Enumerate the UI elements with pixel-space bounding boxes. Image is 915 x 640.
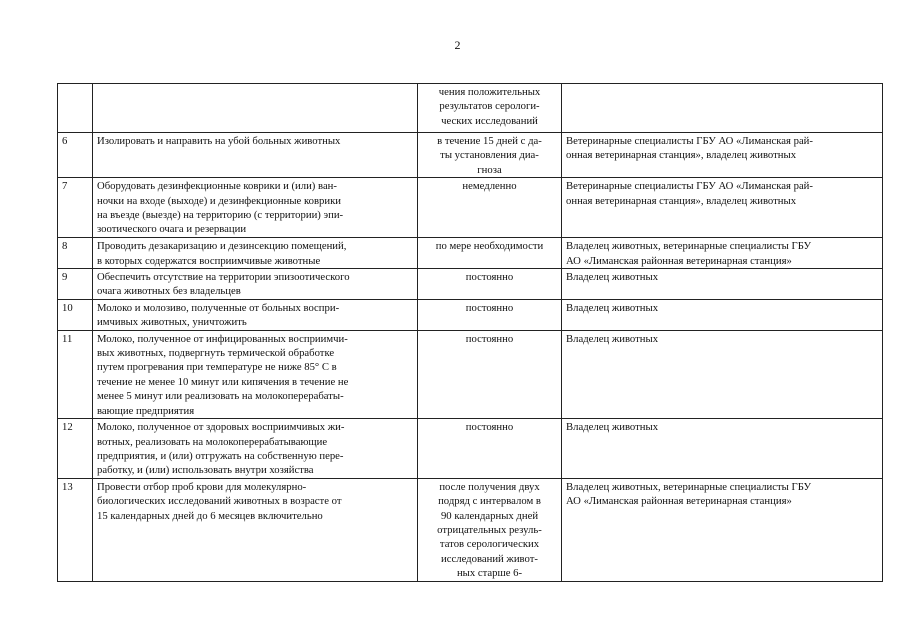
table-row bbox=[58, 419, 883, 479]
row-number bbox=[58, 84, 93, 133]
term-line: постоянно bbox=[465, 301, 514, 314]
table-row bbox=[58, 478, 883, 581]
responsible-line: АО «Лиманская районная ветеринарная станция» bbox=[566, 495, 792, 508]
table-row bbox=[58, 330, 883, 418]
term-line: ных старше 6- bbox=[456, 567, 523, 580]
action-cell bbox=[93, 299, 418, 330]
term-line: постоянно bbox=[465, 421, 514, 434]
term-line: по мере необходимости bbox=[435, 240, 544, 253]
term-line: исследований живот- bbox=[441, 552, 538, 565]
responsible-line: Владелец животных bbox=[566, 301, 659, 314]
action-cell bbox=[93, 330, 418, 418]
responsible-line: онная ветеринарная станция», владелец животных bbox=[566, 194, 797, 207]
row-number: 7 bbox=[58, 178, 93, 238]
table-row bbox=[58, 238, 883, 269]
action-cell bbox=[93, 269, 418, 300]
responsible-line: Владелец животных bbox=[566, 271, 659, 284]
responsible-line: Владелец животных bbox=[566, 332, 659, 345]
responsible-line: Ветеринарные специалисты ГБУ АО «Лиманская рай- bbox=[566, 135, 813, 147]
action-line: Изолировать и направить на убой больных животных bbox=[97, 135, 341, 147]
action-line: зоотического очага и резервации bbox=[97, 223, 247, 236]
term-line: постоянно bbox=[465, 271, 514, 284]
action-line: вающие предприятия bbox=[97, 404, 195, 417]
table-row bbox=[58, 133, 883, 178]
action-cell bbox=[93, 133, 418, 178]
action-line: путем прогревания при температуре не ниже 85° С в bbox=[97, 361, 337, 374]
responsible-line: Владелец животных, ветеринарные специалисты ГБУ bbox=[566, 240, 812, 253]
measures-table-body bbox=[58, 84, 883, 582]
term-line: ческих исследований bbox=[441, 114, 538, 127]
responsible-cell bbox=[562, 133, 883, 178]
action-line: вотных, реализовать на молокоперерабатывающие bbox=[97, 435, 328, 448]
table-row bbox=[58, 178, 883, 238]
row-number: 10 bbox=[58, 299, 93, 330]
action-cell bbox=[93, 84, 418, 133]
row-number: 11 bbox=[58, 330, 93, 418]
action-line: предприятия, и (или) отгружать на собственную пере- bbox=[97, 449, 344, 462]
table-row bbox=[58, 84, 883, 133]
term-line: подряд с интервалом в bbox=[438, 495, 541, 508]
action-line: Молоко и молозиво, полученные от больных воспри- bbox=[97, 301, 340, 314]
action-cell bbox=[93, 178, 418, 238]
term-line: отрицательных резуль- bbox=[437, 523, 542, 536]
action-line: Провести отбор проб крови для молекулярно- bbox=[97, 480, 307, 493]
term-line: постоянно bbox=[465, 332, 514, 345]
action-line: 15 календарных дней до 6 месяцев включительно bbox=[97, 509, 323, 522]
term-line: гноза bbox=[477, 163, 502, 176]
row-number: 6 bbox=[58, 133, 93, 178]
term-line: чения положительных bbox=[438, 86, 541, 98]
action-line: очага животных без владельцев bbox=[97, 285, 241, 298]
action-line: Оборудовать дезинфекционные коврики и (или) ван- bbox=[97, 180, 337, 193]
term-cell bbox=[418, 299, 562, 330]
action-line: на въезде (выезде) на территорию (с территории) эпи- bbox=[97, 209, 344, 222]
action-line: менее 5 минут или реализовать на молокоперерабаты- bbox=[97, 390, 344, 403]
action-line: Обеспечить отсутствие на территории эпизоотического bbox=[97, 271, 350, 284]
table-row bbox=[58, 269, 883, 300]
term-cell bbox=[418, 178, 562, 238]
responsible-cell bbox=[562, 269, 883, 300]
action-line: работку, и (или) использовать внутри хозяйства bbox=[97, 464, 314, 477]
term-line: татов серологических bbox=[439, 538, 540, 551]
responsible-cell bbox=[562, 178, 883, 238]
term-line: немедленно bbox=[462, 180, 517, 193]
term-line: 90 календарных дней bbox=[440, 509, 539, 522]
responsible-cell bbox=[562, 238, 883, 269]
term-cell bbox=[418, 84, 562, 133]
term-line: в течение 15 дней с да- bbox=[437, 135, 542, 147]
term-cell bbox=[418, 133, 562, 178]
responsible-cell bbox=[562, 419, 883, 479]
term-line: ты установления диа- bbox=[440, 149, 539, 162]
row-number: 8 bbox=[58, 238, 93, 269]
action-line: ночки на входе (выходе) и дезинфекционные коврики bbox=[97, 194, 341, 207]
term-cell bbox=[418, 238, 562, 269]
responsible-cell bbox=[562, 478, 883, 581]
term-line: после получения двух bbox=[439, 480, 540, 493]
action-cell bbox=[93, 238, 418, 269]
row-number: 13 bbox=[58, 478, 93, 581]
responsible-line: Ветеринарные специалисты ГБУ АО «Лиманская рай- bbox=[566, 180, 813, 193]
responsible-cell bbox=[562, 330, 883, 418]
action-line: Молоко, полученное от здоровых восприимчивых жи- bbox=[97, 421, 345, 434]
responsible-line: АО «Лиманская районная ветеринарная станция» bbox=[566, 254, 792, 267]
action-line: Молоко, полученное от инфицированных восприимчи- bbox=[97, 332, 348, 345]
action-line: имчивых животных, уничтожить bbox=[97, 316, 247, 329]
row-number: 12 bbox=[58, 419, 93, 479]
measures-table bbox=[57, 83, 883, 582]
action-line: Проводить дезакаризацию и дезинсекцию помещений, bbox=[97, 240, 347, 253]
action-line: в которых содержатся восприимчивые животные bbox=[97, 254, 321, 267]
page-number: 2 bbox=[454, 38, 461, 52]
responsible-line: Владелец животных bbox=[566, 421, 659, 434]
term-cell bbox=[418, 478, 562, 581]
row-number: 9 bbox=[58, 269, 93, 300]
action-line: вых животных, подвергнуть термической обработке bbox=[97, 347, 335, 360]
term-line: результатов серологи- bbox=[439, 100, 540, 113]
term-cell bbox=[418, 330, 562, 418]
action-cell bbox=[93, 419, 418, 479]
responsible-cell bbox=[562, 299, 883, 330]
term-cell bbox=[418, 269, 562, 300]
responsible-line: Владелец животных, ветеринарные специалисты ГБУ bbox=[566, 480, 812, 493]
responsible-line: онная ветеринарная станция», владелец животных bbox=[566, 149, 797, 162]
action-line: течение не менее 10 минут или кипячения в течение не bbox=[97, 375, 349, 388]
responsible-cell bbox=[562, 84, 883, 133]
table-row bbox=[58, 299, 883, 330]
action-cell bbox=[93, 478, 418, 581]
term-cell bbox=[418, 419, 562, 479]
action-line: биологических исследований животных в возрасте от bbox=[97, 495, 342, 508]
